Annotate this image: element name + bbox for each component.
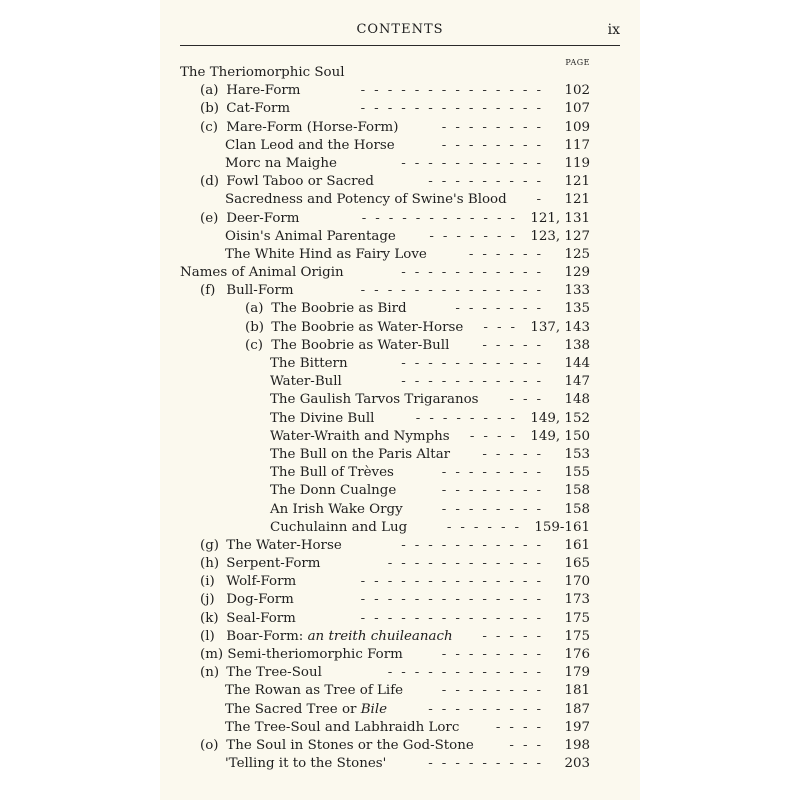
- toc-entry-page: 147: [564, 374, 590, 390]
- toc-entry-text: The Bull on the Paris Altar: [270, 446, 451, 462]
- toc-leader-dashes: -: [536, 192, 550, 208]
- toc-entry-text: Clan Leod and the Horse: [225, 137, 395, 153]
- toc-entry-page: 121, 131: [530, 210, 590, 226]
- toc-entry-page: 133: [564, 283, 590, 299]
- toc-entry-label: [270, 410, 374, 428]
- toc-leader-dashes: ------------: [387, 556, 550, 572]
- toc-entry: [180, 100, 590, 118]
- toc-entry-page: 153: [564, 446, 590, 462]
- toc-leader-dashes: ---------: [428, 756, 550, 772]
- toc-entry-marker: (j): [200, 592, 215, 608]
- toc-entry-label: [225, 755, 386, 773]
- toc-entry: [180, 228, 590, 246]
- toc-entry-text: Seal-Form: [226, 610, 296, 626]
- toc-leader-dashes: --------------: [360, 592, 550, 608]
- toc-entry-text: The Boobrie as Water-Bull: [271, 337, 450, 353]
- toc-entry-marker: (g): [200, 537, 220, 553]
- toc-entry-label: [225, 682, 403, 700]
- toc-entry-label: [200, 555, 321, 573]
- toc-entry-text: Water-Wraith and Nymphs: [270, 428, 450, 444]
- page-number: ix: [607, 22, 620, 38]
- toc-entry: [180, 355, 590, 373]
- toc-entry-page: 123, 127: [530, 228, 590, 244]
- toc-entry-page: 149, 152: [530, 410, 590, 426]
- toc-entry-text: The Boobrie as Water-Horse: [271, 319, 464, 335]
- toc-entry-page: 159-161: [534, 519, 590, 535]
- toc-entry-page: 187: [564, 701, 590, 717]
- toc-entry-label: [270, 428, 450, 446]
- toc-entry: [180, 682, 590, 700]
- toc-entry-text: The White Hind as Fairy Love: [225, 246, 427, 262]
- toc-entry-label: [200, 100, 290, 118]
- toc-leader-dashes: -----------: [401, 155, 550, 171]
- toc-entry-page: 137, 143: [530, 319, 590, 335]
- toc-entry-label: [225, 137, 395, 155]
- toc-leader-dashes: ------: [468, 246, 550, 262]
- toc-entry: [180, 555, 590, 573]
- toc-leader-dashes: --------: [441, 137, 550, 153]
- toc-entry: [180, 391, 590, 409]
- toc-leader-dashes: -------: [455, 301, 550, 317]
- toc-leader-dashes: --------: [441, 683, 550, 699]
- toc-entry-marker: (e): [200, 210, 219, 226]
- toc-entry-label: [270, 519, 407, 537]
- toc-entry-label: [180, 264, 344, 282]
- toc-entry-page: 173: [564, 592, 590, 608]
- toc-entry: [180, 410, 590, 428]
- toc-entry: [180, 373, 590, 391]
- toc-entry-page: 198: [564, 737, 590, 753]
- toc-entry-label: [270, 446, 450, 464]
- toc-leader-dashes: --------------: [360, 101, 550, 117]
- toc-entry-text: The Bull of Trèves: [270, 465, 394, 481]
- toc-entry: [180, 737, 590, 755]
- toc-leader-dashes: -----------: [401, 356, 550, 371]
- toc-leader-dashes: ---------: [428, 174, 550, 190]
- toc-entry-marker: (b): [245, 319, 265, 335]
- page-header: [180, 22, 620, 42]
- toc-leader-dashes: -----------: [401, 537, 550, 553]
- toc-entry-label: [200, 628, 453, 646]
- toc-entry-text: The Sacred Tree or: [225, 701, 357, 717]
- toc-leader-dashes: --------: [441, 647, 550, 662]
- toc-entry-text: The Gaulish Tarvos Trigaranos: [270, 392, 479, 408]
- toc-entry: [180, 319, 590, 337]
- toc-entry-page: 158: [564, 483, 590, 499]
- toc-entry-label: [225, 719, 459, 737]
- toc-entry: [180, 446, 590, 464]
- toc-entry-text: Fowl Taboo or Sacred: [226, 174, 374, 190]
- toc-entry-page: 161: [564, 537, 590, 553]
- toc-entry-label: [225, 228, 396, 246]
- toc-entry: [180, 300, 590, 318]
- toc-entry-label: [270, 501, 403, 519]
- toc-entry-page: 117: [564, 137, 590, 153]
- toc-entry: [180, 264, 590, 282]
- toc-entry-page: 125: [564, 246, 590, 262]
- toc-entry-text: 'Telling it to the Stones': [225, 756, 387, 772]
- toc-entry-text: Cat-Form: [226, 101, 291, 117]
- toc-entry-page: 158: [564, 501, 590, 517]
- toc-entry-text: Hare-Form: [226, 83, 301, 99]
- toc-entry-text: Names of Animal Origin: [180, 265, 344, 281]
- toc-entry-label: [225, 155, 337, 173]
- toc-entry-marker: (o): [200, 737, 219, 753]
- toc-entry-label: [270, 391, 479, 409]
- toc-entry-page: 102: [564, 83, 590, 99]
- toc-leader-dashes: -----: [482, 446, 550, 462]
- toc-entry-page: 135: [564, 301, 590, 317]
- toc-leader-dashes: --------------: [360, 283, 550, 299]
- toc-entry-text: The Water-Horse: [226, 537, 342, 553]
- toc-entry: [180, 173, 590, 191]
- toc-entry-label: [200, 737, 474, 755]
- toc-leader-dashes: -----------: [401, 265, 550, 281]
- toc-entry-page: 138: [564, 337, 590, 353]
- toc-leader-dashes: --------: [441, 119, 550, 135]
- toc-entry: [180, 628, 590, 646]
- toc-entry: [180, 701, 590, 719]
- toc-entry-page: 181: [564, 683, 590, 699]
- toc-leader-dashes: ---: [509, 392, 550, 408]
- toc-entry-page: 121: [564, 192, 590, 208]
- toc-entry-text: The Divine Bull: [270, 410, 375, 426]
- toc-entry: [180, 155, 590, 173]
- toc-entry-marker: (c): [245, 337, 263, 353]
- toc-entry-label: [200, 664, 322, 682]
- toc-entry-text: The Tree-Soul and Labhraidh Lorc: [225, 719, 460, 735]
- toc-leader-dashes: -------: [429, 228, 524, 244]
- toc-leader-dashes: ---------: [428, 701, 550, 717]
- toc-entry: [180, 246, 590, 264]
- toc-entry-text: Cuchulainn and Lug: [270, 519, 408, 535]
- toc-entry-label: [200, 82, 301, 100]
- toc-entry-text: The Rowan as Tree of Life: [225, 683, 404, 699]
- toc-leader-dashes: --------: [415, 410, 524, 426]
- toc-entry: [180, 210, 590, 228]
- toc-entry-text: Wolf-Form: [226, 574, 297, 590]
- toc-leader-dashes: --------: [441, 465, 550, 481]
- toc-entry-text: Oisin's Animal Parentage: [225, 228, 396, 244]
- toc-entry-label: [225, 701, 387, 719]
- toc-leader-dashes: ----: [469, 428, 524, 444]
- toc-entry-page: 148: [564, 392, 590, 408]
- toc-leader-dashes: --------: [441, 483, 550, 499]
- toc-leader-dashes: -----: [482, 337, 550, 353]
- toc-entry-marker: (l): [200, 628, 215, 644]
- toc-entry-text: Water-Bull: [270, 374, 342, 390]
- toc-leader-dashes: ------------: [361, 210, 524, 226]
- toc-entry-marker: (a): [245, 301, 264, 317]
- toc-entry-label: [200, 537, 342, 555]
- toc-entry-marker: (n): [200, 665, 220, 681]
- toc-entry-text: The Tree-Soul: [226, 665, 322, 681]
- toc-entry-marker: (c): [200, 119, 218, 135]
- toc-entry-page: 155: [564, 465, 590, 481]
- toc-entry-label: [245, 300, 407, 318]
- toc-entry-label: [180, 64, 345, 82]
- toc-entry-page: 176: [564, 647, 590, 662]
- toc-entry-label: [270, 373, 342, 391]
- toc-entry: [180, 610, 590, 628]
- toc-entry-text: The Theriomorphic Soul: [180, 65, 345, 80]
- toc-entry-page: 107: [564, 101, 590, 117]
- toc-entry-label: [270, 482, 396, 500]
- toc-entry-text: Dog-Form: [226, 592, 294, 608]
- toc-entry: [180, 573, 590, 591]
- toc-entry: [180, 428, 590, 446]
- toc-entry-page: 129: [564, 265, 590, 281]
- toc-entry: [180, 501, 590, 519]
- toc-entry-page: 170: [564, 574, 590, 590]
- toc-entry: [180, 282, 590, 300]
- toc-entry-marker: (k): [200, 610, 219, 626]
- toc-entry: [180, 482, 590, 500]
- toc-entry: [180, 191, 590, 209]
- toc-entry-page: 109: [564, 119, 590, 135]
- toc-entry: [180, 591, 590, 609]
- toc-entry-label: [200, 282, 294, 300]
- toc-entry-italic-text: an treith chuileanach: [307, 628, 453, 644]
- toc-leader-dashes: ------------: [387, 665, 550, 681]
- toc-entry-text: The Bittern: [270, 356, 348, 371]
- toc-entry-page: 175: [564, 628, 590, 644]
- toc-entry-label: [245, 337, 449, 355]
- toc-entry: [180, 119, 590, 137]
- toc-entry-label: [200, 573, 296, 591]
- toc-entry-label: [245, 319, 463, 337]
- toc-entry: [180, 646, 590, 664]
- toc-entry-text: Morc na Maighe: [225, 155, 337, 171]
- toc-entry-marker: (b): [200, 101, 220, 117]
- toc-entry: [180, 664, 590, 682]
- toc-leader-dashes: --------------: [360, 574, 550, 590]
- toc-entry-text: Deer-Form: [226, 210, 300, 226]
- page-column-label: PAGE: [565, 58, 590, 67]
- toc-leader-dashes: ---: [509, 737, 550, 753]
- toc-entry-page: 165: [564, 556, 590, 572]
- toc-entry-label: [200, 591, 294, 609]
- toc-entry: [180, 337, 590, 355]
- toc-entry-label: [270, 355, 348, 373]
- toc-entry-marker: (a): [200, 83, 219, 99]
- toc-entry-marker: (d): [200, 174, 220, 190]
- header-rule: [180, 45, 620, 46]
- toc-entry-page: 175: [564, 610, 590, 626]
- toc-entry-page: 149, 150: [530, 428, 590, 444]
- toc-entry-label: [225, 191, 507, 209]
- toc-entry-text: Boar-Form:: [226, 628, 304, 644]
- toc-entry-page: 179: [564, 665, 590, 681]
- toc-entry-label: [200, 173, 374, 191]
- book-page: [160, 0, 640, 800]
- toc-entry-marker: (h): [200, 556, 220, 572]
- toc-leader-dashes: ------: [446, 519, 528, 535]
- toc-leader-dashes: -----------: [401, 374, 550, 390]
- toc-entry: [180, 82, 590, 100]
- toc-entry-page: 119: [564, 155, 590, 171]
- toc-entry-page: 121: [564, 174, 590, 190]
- toc-entry-text: Bull-Form: [226, 283, 294, 299]
- toc-entry: [180, 755, 590, 773]
- toc-entry-text: An Irish Wake Orgy: [270, 501, 403, 517]
- toc-entry-text: The Soul in Stones or the God-Stone: [226, 737, 474, 753]
- toc-entry-label: [225, 246, 427, 264]
- toc-entry: [180, 519, 590, 537]
- toc-entry-italic-text: Bile: [360, 701, 388, 717]
- toc-entry-text: Mare-Form (Horse-Form): [226, 119, 399, 135]
- toc-entry-label: [200, 646, 403, 664]
- toc-entry-marker: (i): [200, 574, 215, 590]
- table-of-contents: [180, 64, 590, 773]
- toc-entry-page: 203: [564, 756, 590, 772]
- toc-leader-dashes: ---: [483, 319, 524, 335]
- toc-entry-page: 197: [564, 719, 590, 735]
- toc-entry-label: [200, 210, 300, 228]
- running-title: CONTENTS: [356, 22, 444, 37]
- toc-entry: [180, 137, 590, 155]
- toc-leader-dashes: --------------: [360, 610, 550, 626]
- toc-leader-dashes: --------: [441, 501, 550, 517]
- toc-entry-text: Sacredness and Potency of Swine's Blood: [225, 192, 507, 208]
- toc-entry-text: The Boobrie as Bird: [271, 301, 407, 317]
- toc-entry-text: Semi-theriomorphic Form: [227, 647, 403, 662]
- toc-entry-label: [270, 464, 394, 482]
- toc-entry-marker: (m): [200, 647, 224, 662]
- toc-entry: [180, 64, 590, 82]
- toc-entry-page: 144: [564, 356, 590, 371]
- toc-leader-dashes: --------------: [360, 83, 550, 99]
- toc-entry-text: The Donn Cualnge: [270, 483, 397, 499]
- toc-entry: [180, 537, 590, 555]
- toc-entry-label: [200, 119, 398, 137]
- toc-leader-dashes: ----: [495, 719, 550, 735]
- toc-entry-label: [200, 610, 296, 628]
- toc-entry: [180, 719, 590, 737]
- toc-entry-text: Serpent-Form: [226, 556, 321, 572]
- toc-entry-marker: (f): [200, 283, 216, 299]
- toc-entry: [180, 464, 590, 482]
- toc-leader-dashes: -----: [482, 628, 550, 644]
